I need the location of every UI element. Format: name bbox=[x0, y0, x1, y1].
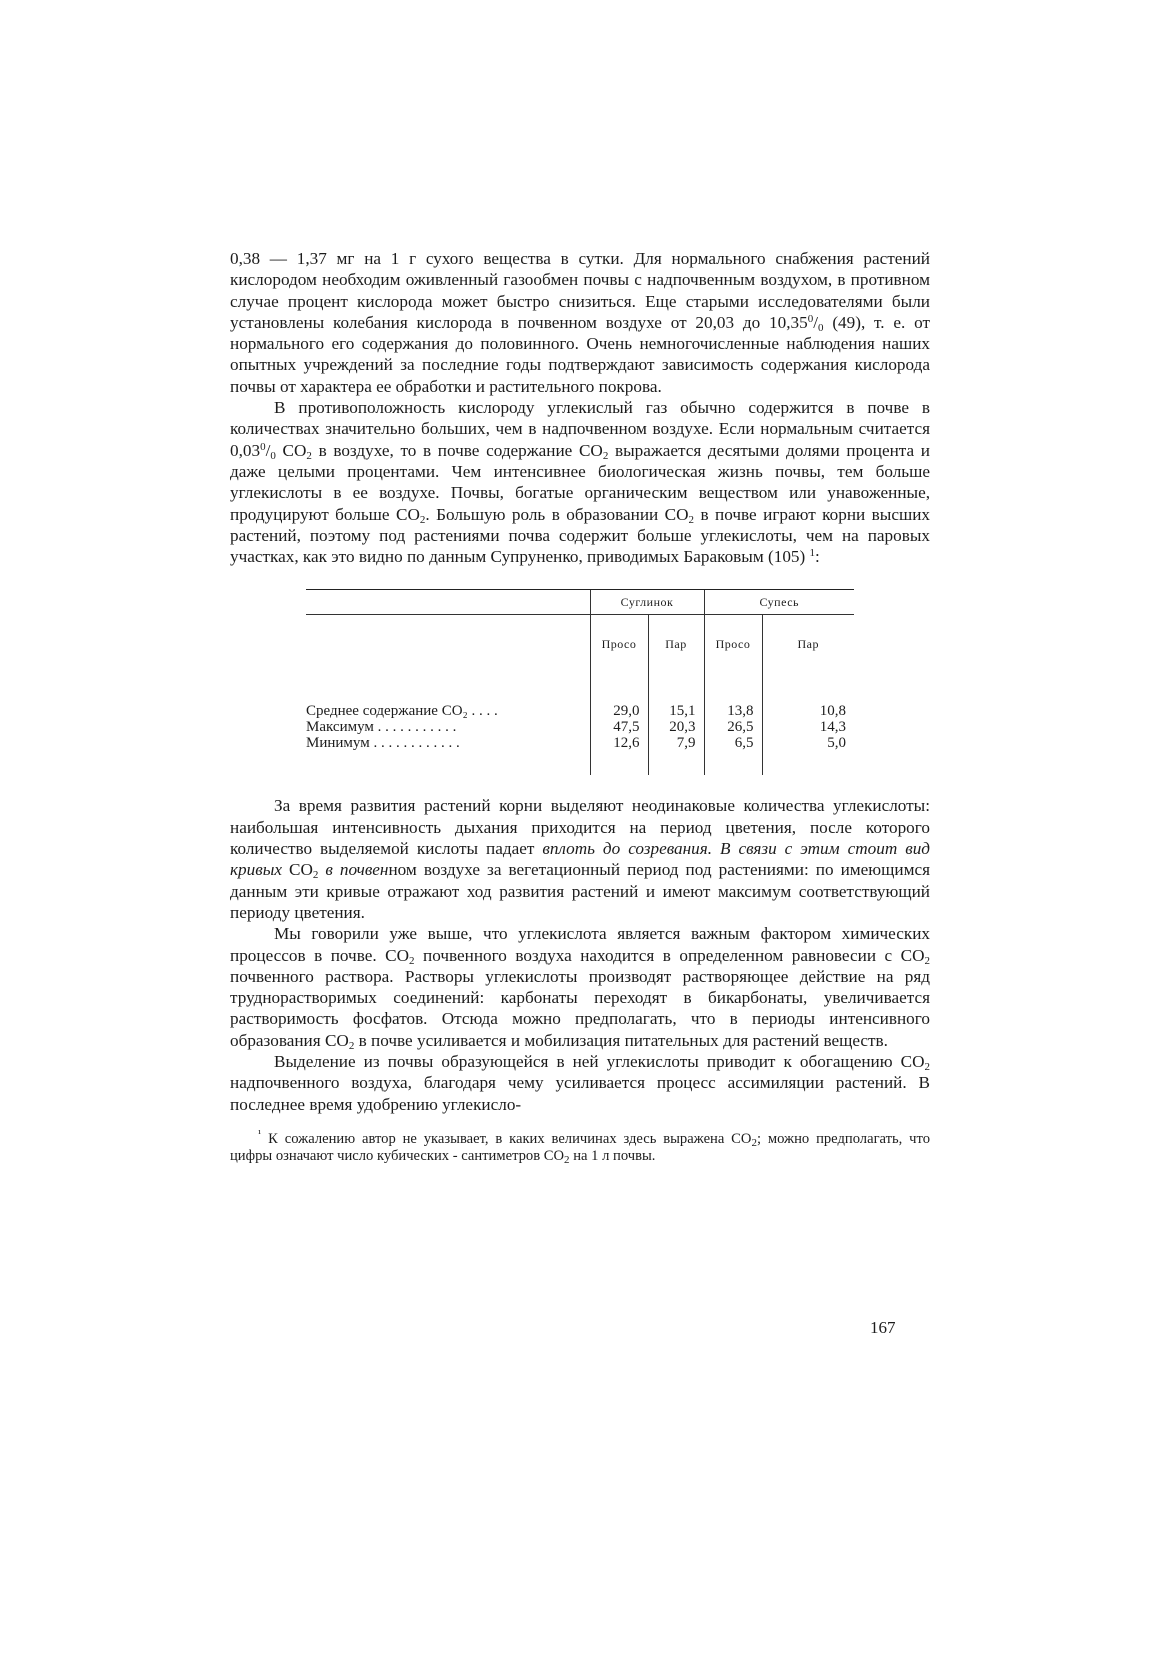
table-row bbox=[306, 735, 854, 751]
table-cell: 20,3 bbox=[648, 719, 704, 735]
row-label: Минимум . . . . . . . . . . . . bbox=[306, 735, 460, 752]
row-label: Максимум . . . . . . . . . . . bbox=[306, 719, 457, 736]
co2-table bbox=[306, 589, 854, 775]
table-row bbox=[306, 719, 854, 735]
paragraph-5: Выделение из почвы образующейся в ней углекислоты приводит к обогащению $CO_2$ надпочвенного воздуха, благодаря чему усиливается процесс ассимиляции растений. В последнее время удобрению углекисло- bbox=[230, 1052, 930, 1114]
table-subheader: Просо bbox=[704, 615, 762, 674]
footnote-text: К сожалению автор не указывает, в каких величинах здесь выражена $CO_2$; можно предполагать, что цифры означают число кубических - сантиметров $CO_2$ на 1 л почвы. bbox=[230, 1130, 930, 1167]
table-subheader: Просо bbox=[590, 615, 648, 674]
table-cell: 26,5 bbox=[704, 719, 762, 735]
table-cell: 14,3 bbox=[762, 719, 854, 735]
paragraph-1: 0,38 — 1,37 мг на 1 г сухого вещества в сутки. Для нормального снабжения растений кислородом необходим оживленный газообмен почвы с надпочвенным воздухом, в противном случае процент кислорода может быстро снизиться. Еще старыми исследователями были установлены колебания кислорода в почвенном воздухе от 20,03 до $10,35^0/_0$ (49), т. е. от нормального его содержания до половинного. Очень немногочисленные наблюдения наших опытных учреждений за последние годы подтверждают зависимость содержания кислорода почвы от характера ее обработки и растительного покрова. bbox=[230, 249, 930, 396]
table-cell: 29,0 bbox=[590, 703, 648, 719]
page-number: 167 bbox=[870, 1318, 896, 1337]
table-subheader: Пар bbox=[762, 615, 854, 674]
table-cell: 7,9 bbox=[648, 735, 704, 751]
table-group-header: Суглинок bbox=[590, 590, 704, 615]
paragraph-2: В противоположность кислороду углекислый газ обычно содержится в почве в количествах значительно больших, чем в надпочвенном воздухе. Если нормальным считается $0,03^0/_0$ $CO_2$ в воздухе, то в почве содержание $CO_2$ выражается десятыми долями процента и даже целыми процентами. Чем интенсивнее биологическая жизнь почвы, тем больше углекислоты в ее воздухе. Почвы, богатые органическим веществом или унавоженные, продуцируют больше $CO_2$. Большую роль в образовании $CO_2$ в почве играют корни высших растений, поэтому под растениями почва содержит больше углекислоты, чем на паровых участках, как это видно по данным Супруненко, приводимых Бараковым (105) $^1$: bbox=[230, 398, 930, 567]
table-cell: 12,6 bbox=[590, 735, 648, 751]
paragraph-4: Мы говорили уже выше, что углекислота является важным фактором химических процессов в почве. $CO_2$ почвенного воздуха находится в определенном равновесии с $CO_2$ почвенного раствора. Растворы углекислоты производят растворяющее действие на ряд труднорастворимых соединений: карбонаты переходят в бикарбонаты, увеличивается растворимость фосфатов. Отсюда можно предполагать, что в периоды интенсивного образования $CO_2$ в почве усиливается и мобилизация питательных для растений веществ. bbox=[230, 924, 931, 1052]
table-group-header: Супесь bbox=[704, 590, 854, 615]
table-cell: 13,8 bbox=[704, 703, 762, 719]
page-body bbox=[230, 248, 930, 1166]
table-cell: 10,8 bbox=[762, 703, 854, 719]
footnote bbox=[230, 1127, 930, 1167]
table-cell: 5,0 bbox=[762, 735, 854, 751]
table-subheader: Пар bbox=[648, 615, 704, 674]
table-cell: 47,5 bbox=[590, 719, 648, 735]
table-row bbox=[306, 703, 854, 719]
paragraph-3: За время развития растений корни выделяют неодинаковые количества углекислоты: наибольшая интенсивность дыхания приходится на период цветения, после которого количество выделяемой кислоты падает вплоть до созревания. В связи с этим стоит вид кривых $CO_2$ в почвенном воздухе за вегетационный период под растениями: по имеющимся данным эти кривые отражают ход развития растений и имеют максимум соответствующий периоду цветения. bbox=[230, 796, 930, 922]
table-cell: 6,5 bbox=[704, 735, 762, 751]
footnote-marker: ¹ bbox=[258, 1127, 262, 1140]
table-cell: 15,1 bbox=[648, 703, 704, 719]
row-label: Среднее содержание CO₂ . . . . bbox=[306, 703, 498, 720]
